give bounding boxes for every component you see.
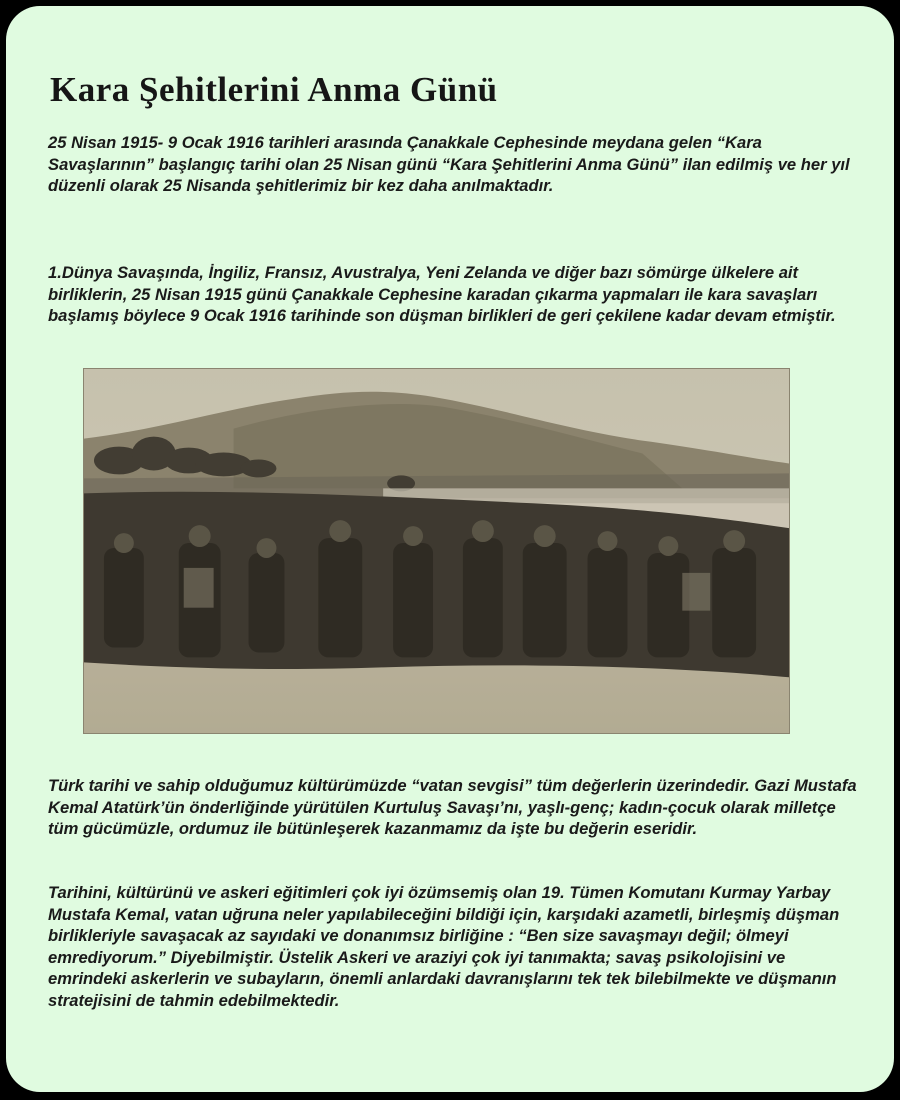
paragraph-intro: 25 Nisan 1915- 9 Ocak 1916 tarihleri arasında Çanakkale Cephesinde meydana gelen “Kara Savaşlarının” başlangıç tarihi olan 25 Nisan günü “Kara Şehitlerini Anma Günü” ilan edilmiş ve her yıl düzenli olarak 25 Nisanda şehitlerimiz bir kez daha anılmaktadır. — [48, 133, 850, 196]
soldiers-photo-illustration — [84, 369, 789, 733]
paragraph-patriotism: Türk tarihi ve sahip olduğumuz kültürümüzde “vatan sevgisi” tüm değerlerin üzerindedir. Gazi Mustafa Kemal Atatürk’ün önderliğinde yürütülen Kurtuluş Savaşı’nı, yaşlı-genç; kadın-çocuk olarak milletçe tüm gücümüzle, ordumuz ile bütünleşerek kazanmamız da işte bu değerin eseridir. — [48, 776, 857, 839]
content-card — [6, 6, 894, 1092]
page-title: Kara Şehitlerini Anma Günü — [50, 70, 498, 109]
paragraph-mustafa-kemal: Tarihini, kültürünü ve askeri eğitimleri çok iyi özümsemiş olan 19. Tümen Komutanı Kurmay Yarbay Mustafa Kemal, vatan uğruna neler yapılabileceğini bildiği için, karşıdaki azametli, birleşmiş düşman birlikleriyle savaşacak az sayıdaki ve donanımsız birliğine : “Ben size savaşmayı değil; ölmeyi emrediyorum.” Diyebilmiştir. Üstelik Askeri ve araziyi çok iyi tanımakta; savaş psikolojisini ve emrindeki askerlerin ve subayların, önemli anlardaki davranışlarını tek tek bilebilmekte ve düşmanın stratejisini de tahmin edebilmektedir. — [48, 883, 840, 1010]
historical-soldiers-photo — [83, 368, 790, 734]
paragraph-ww1: 1.Dünya Savaşında, İngiliz, Fransız, Avustralya, Yeni Zelanda ve diğer bazı sömürge ülkelere ait birliklerin, 25 Nisan 1915 günü Çanakkale Cephesine karadan çıkarma yapmaları ile kara savaşları başlamış böylece 9 Ocak 1916 tarihinde son düşman birlikleri de geri çekilene kadar devam etmiştir. — [48, 263, 836, 326]
